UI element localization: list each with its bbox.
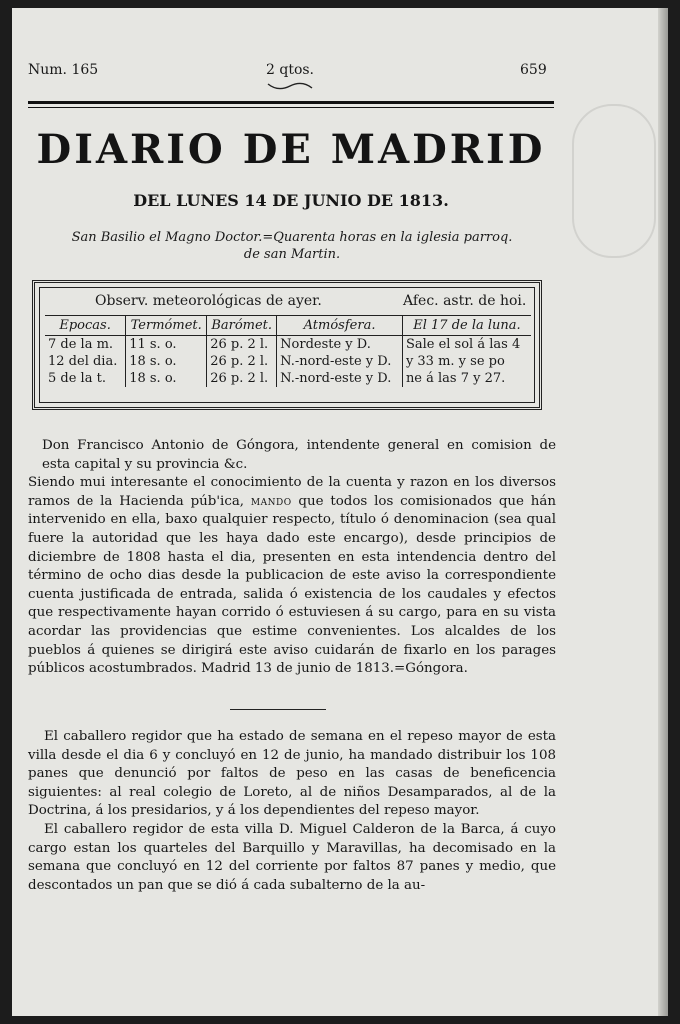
table-row (45, 336, 531, 354)
cell-barometro: 26 p. 2 l. (207, 336, 277, 354)
weather-header-row (45, 316, 531, 336)
newspaper-page (12, 8, 668, 1016)
cell-termometro: 18 s. o. (126, 353, 207, 370)
weather-table (45, 315, 531, 387)
announcement-lead: Don Francisco Antonio de Góngora, intendente general en comision de esta capital y su provincia &c. (42, 438, 556, 472)
weather-heading-left: Observ. meteorológicas de ayer. (95, 293, 322, 309)
header-rule-thin (28, 107, 554, 108)
col-barometro: Barómet. (207, 316, 277, 336)
cell-epoca: 12 del dia. (48, 354, 118, 369)
cell-termometro: 11 s. o. (126, 336, 207, 354)
cell-luna: y 33 m. y se po (402, 353, 531, 370)
repeso-paragraph-2: El caballero regidor de esta villa D. Miguel Calderon de la Barca, á cuyo cargo estan los quarteles del Barquillo y Maravillas, ha decomisado en la semana que concluyó en 12 del corriente por faltos 87 panes y medio, que descontados un pan que se dió á cada subalterno de la au- (28, 821, 556, 893)
cell-barometro: 26 p. 2 l. (207, 353, 277, 370)
section-divider (230, 709, 326, 710)
announcement-body-a: Siendo mui interesante el conocimiento de la cuenta y razon en los diversos ramos de la Hacienda púb'ica, (28, 475, 556, 509)
cell-epoca: 7 de la m. (48, 337, 114, 352)
announcement-body-b: que todos los comisionados que hán intervenido en ella, baxo qualquier respecto, título ó denominacion (sea qual fuere la autoridad que les haya dado este encargo), desde principios de diciembre de 1808 hasta el dia, presenten en esta intendencia dentro del término de ocho dias desde la publicacion de este aviso la correspondiente cuenta justificada de entrada, salida ó existencia de los caudales y efectos que respectivamente hayan corrido ó estuviesen á su cargo, para en su vista acordar las providencias que estime convenientes. Los alcaldes de los pueblos á quienes se dirigirá este aviso cuidarán de fixarlo en los parages públicos acostumbrados. Madrid 13 de junio de 1813.=Góngora. (28, 493, 556, 677)
saint-line-1: San Basilio el Magno Doctor.=Quarenta horas en la iglesia parroq. (71, 230, 513, 245)
saint-notice (42, 229, 542, 263)
cell-luna: Sale el sol á las 4 (402, 336, 531, 354)
repeso-paragraph-1: El caballero regidor que ha estado de semana en el repeso mayor de esta villa desde el dia 6 y concluyó en 12 de junio, ha mandado distribuir los 108 panes que denunció por faltos de peso en las casas de beneficencia siguientes: al real colegio de Loreto, al de niños Desamparados, al de la Doctrina, á los presidarios, y á los dependientes del repeso mayor. (28, 729, 556, 819)
cell-atmosfera: N.-nord-este y D. (277, 370, 403, 387)
cell-epoca: 5 de la t. (48, 371, 106, 386)
cell-termometro: 18 s. o. (126, 370, 207, 387)
col-termometro: Termómet. (126, 316, 207, 336)
bleed-through-stamp (572, 104, 656, 258)
saint-line-2: de san Martin. (243, 247, 341, 262)
col-epocas: Epocas. (45, 316, 126, 336)
issue-date: DEL LUNES 14 DE JUNIO DE 1813. (133, 191, 449, 210)
issue-price: 2 qtos. (266, 62, 315, 78)
cell-barometro: 26 p. 2 l. (207, 370, 277, 387)
cell-luna: ne á las 7 y 27. (402, 370, 531, 387)
masthead-title: DIARIO DE MADRID (36, 126, 546, 173)
page-folio: 659 (520, 62, 547, 78)
cell-atmosfera: Nordeste y D. (277, 336, 403, 354)
col-atmosfera: Atmósfera. (277, 316, 403, 336)
cell-atmosfera: N.-nord-este y D. (277, 353, 403, 370)
page-edge-shadow (658, 8, 668, 1016)
announcement-mando: mando (250, 493, 292, 509)
header-rule-thick (28, 101, 554, 104)
col-luna: El 17 de la luna. (402, 316, 531, 336)
ornament-squiggle (266, 80, 314, 94)
issue-number: Num. 165 (28, 62, 99, 78)
weather-heading-right: Afec. astr. de hoi. (403, 293, 527, 309)
weather-box (32, 280, 542, 410)
repeso-article (28, 728, 556, 895)
announcement-article (28, 437, 556, 679)
table-row (45, 353, 531, 370)
table-row (45, 370, 531, 387)
